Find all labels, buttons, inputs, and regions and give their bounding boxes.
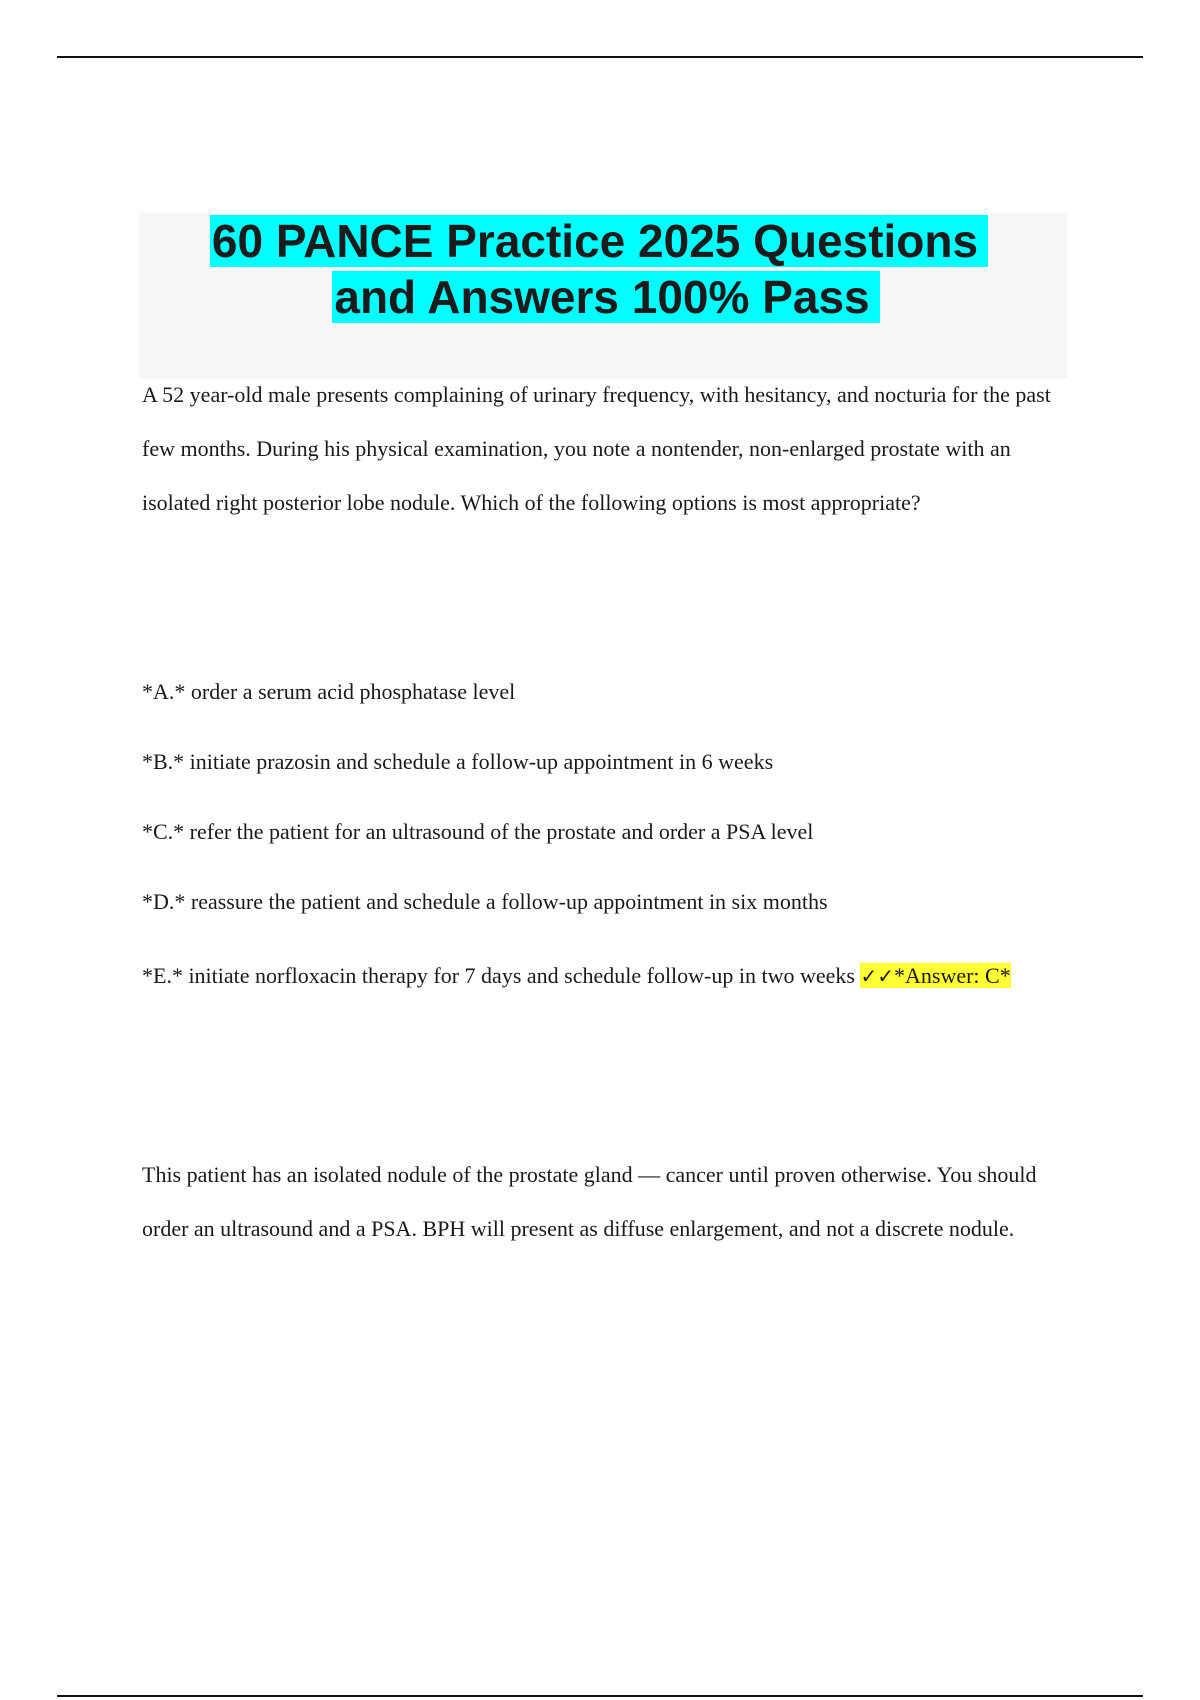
document-title bbox=[139, 213, 1067, 325]
answer-text: *Answer: C* bbox=[894, 963, 1011, 988]
option-e: *E.* initiate norfloxacin therapy for 7 days and schedule follow-up in two weeks bbox=[142, 963, 855, 988]
footer-rule bbox=[57, 1695, 1143, 1697]
option-b: *B.* initiate prazosin and schedule a follow-up appointment in 6 weeks bbox=[142, 749, 774, 774]
question-text: A 52 year-old male presents complaining of urinary frequency, with hesitancy, and nocturia for the past few months. During his physical examination, you note a nontender, non-enlarged prostate with an isolated right posterior lobe nodule. Which of the following options is most appropriate? bbox=[142, 382, 1051, 515]
title-line-2: and Answers 100% Pass bbox=[332, 271, 879, 323]
title-line-1: 60 PANCE Practice 2025 Questions bbox=[210, 215, 988, 267]
answer-highlight bbox=[860, 963, 1010, 988]
checkmark-icon: ✓✓ bbox=[860, 964, 894, 988]
explanation-text: This patient has an isolated nodule of the prostate gland — cancer until proven otherwise. You should order an ultrasound and a PSA. BPH will present as diffuse enlargement, and not a discrete nodule. bbox=[142, 1162, 1037, 1241]
answer-options bbox=[142, 666, 1060, 1006]
option-a: *A.* order a serum acid phosphatase level bbox=[142, 679, 516, 704]
option-d: *D.* reassure the patient and schedule a follow-up appointment in six months bbox=[142, 889, 828, 914]
header-rule bbox=[57, 56, 1143, 58]
option-e-with-answer bbox=[142, 946, 1060, 1006]
option-c: *C.* refer the patient for an ultrasound of the prostate and order a PSA level bbox=[142, 819, 814, 844]
